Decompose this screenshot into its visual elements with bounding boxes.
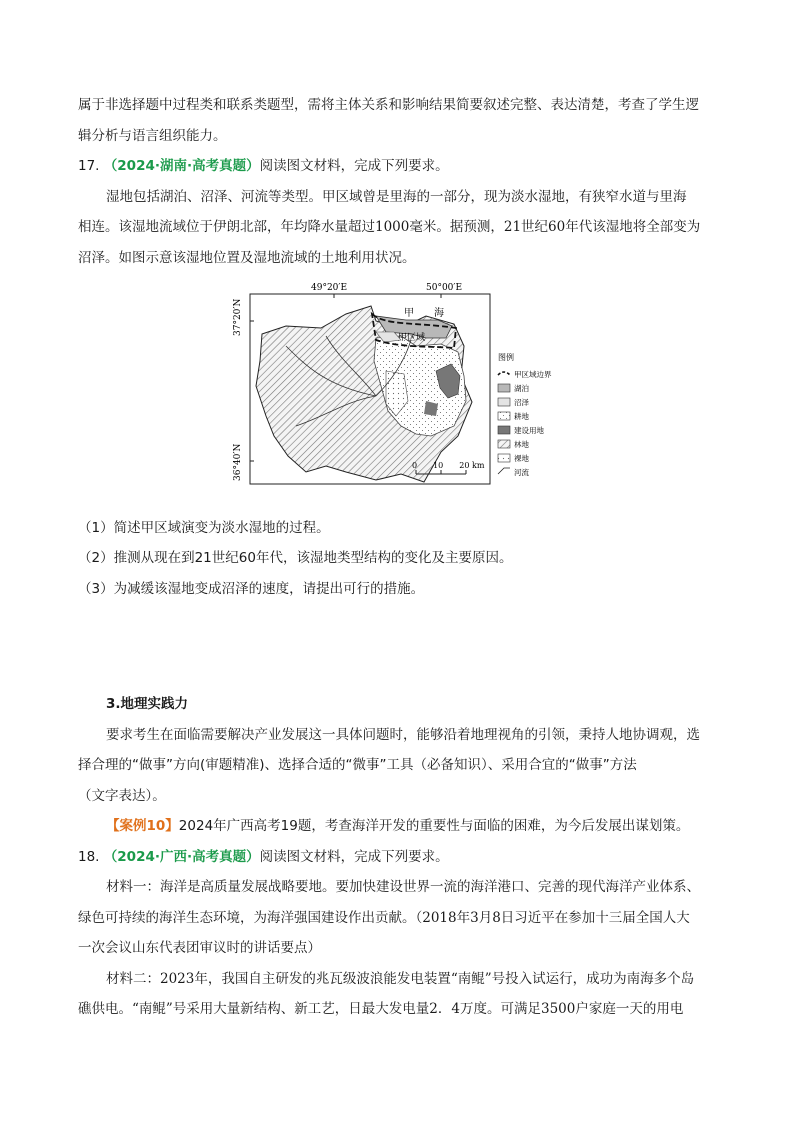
question-instruction: 阅读图文材料，完成下列要求。 (259, 158, 449, 174)
case-text: 2024年广西高考19题，考查海洋开发的重要性与面临的困难，为今后发展出谋划策。 (178, 818, 690, 834)
sea-label: 甲 海 (404, 308, 444, 319)
legend-river-swatch (498, 468, 510, 474)
legend-built: 建设用地 (514, 426, 544, 435)
latitude-label-1: 37°20′N (233, 298, 243, 336)
section-text-line-3: （文字表达）。 (78, 788, 166, 804)
intro-line-1: 属于非选择题中过程类和联系类题型，需将主体关系和影响结果简要叙述完整、表达清楚，考查了学生逻 (78, 97, 699, 113)
section-heading: 3.地理实践力 (106, 696, 189, 712)
legend-bare: 裸地 (514, 454, 529, 463)
legend-cropland: 耕地 (514, 412, 529, 421)
legend-built-swatch (498, 426, 510, 434)
latitude-label-2: 36°40′N (233, 443, 243, 481)
q18-material-2-line-1: 材料二：2023年，我国自主研发的兆瓦级波浪能发电装置“南鲲”号投入试运行，成功为南海多个岛 (106, 971, 695, 987)
q18-material-1-line-1: 材料一：海洋是高质量发展战略要地。要加快建设世界一流的海洋港口、完善的现代海洋产业体系、 (106, 879, 700, 895)
legend-bare-swatch (498, 454, 510, 462)
question-18-header (78, 847, 449, 867)
legend-forest: 林地 (514, 440, 529, 449)
question-17-header (78, 156, 449, 176)
q17-sub-question-2: （2）推测从现在到21世纪60年代，该湿地类型结构的变化及主要原因。 (78, 550, 513, 566)
q18-material-1-line-2: 绿色可持续的海洋生态环境，为海洋强国建设作出贡献。（2018年3月8日习近平在参加十三届全国人大 (78, 910, 690, 926)
case-line (106, 816, 689, 836)
question-instruction: 阅读图文材料，完成下列要求。 (259, 849, 449, 865)
intro-line-2: 辑分析与语言组织能力。 (78, 128, 227, 144)
legend-lake: 湖泊 (514, 384, 529, 393)
legend-forest-swatch (498, 440, 510, 448)
longitude-label-1: 49°20′E (311, 283, 348, 293)
map-legend (498, 352, 552, 477)
case-label: 【案例10】 (106, 818, 179, 834)
legend-marsh: 沼泽 (514, 398, 529, 407)
legend-marsh-swatch (498, 398, 510, 406)
source-tag: （2024·湖南·高考真题） (103, 158, 260, 174)
legend-cropland-swatch (498, 412, 510, 420)
q17-sub-question-3: （3）为减缓该湿地变成沼泽的速度，请提出可行的措施。 (78, 581, 425, 597)
question-number: 18. (78, 849, 100, 865)
q17-material-line-1: 湿地包括湖泊、沼泽、河流等类型。甲区域曾是里海的一部分，现为淡水湿地，有狭窄水道与里海 (106, 189, 687, 205)
legend-river: 河流 (514, 468, 529, 477)
q17-material-line-3: 沼泽。如图示意该湿地位置及湿地流域的土地利用状况。 (78, 250, 416, 266)
legend-lake-swatch (498, 384, 510, 392)
q18-material-1-line-3: 一次会议山东代表团审议时的讲话要点） (78, 940, 321, 956)
q18-material-2-line-2: 礁供电。“南鲲”号采用大量新结构、新工艺，日最大发电量2．4万度。可满足3500户家庭一天的用电 (78, 1001, 684, 1017)
q17-sub-question-1: （1）简述甲区域演变为淡水湿地的过程。 (78, 520, 330, 536)
wetland-land-use-map (226, 276, 586, 488)
region-label: 甲区域 (398, 333, 426, 343)
legend-boundary: 甲区域边界 (514, 370, 552, 379)
legend-boundary-swatch (498, 372, 510, 375)
source-tag: （2024·广西·高考真题） (103, 849, 260, 865)
section-text-line-2: 择合理的“做事”方向(审题精准)、选择合适的“微事”工具（必备知识）、采用合宜的“做事”方法 (78, 757, 637, 773)
legend-title: 图例 (498, 353, 514, 362)
scale-label: 0 10 20 km (412, 461, 485, 470)
longitude-label-2: 50°00′E (426, 283, 463, 293)
question-number: 17. (78, 158, 100, 174)
section-text-line-1: 要求考生在面临需要解决产业发展这一具体问题时，能够沿着地理视角的引领，秉持人地协调观，选 (106, 727, 700, 743)
q17-material-line-2: 相连。该湿地流域位于伊朗北部，年均降水量超过1000毫米。据预测，21世纪60年代该湿地将全部变为 (78, 219, 701, 235)
